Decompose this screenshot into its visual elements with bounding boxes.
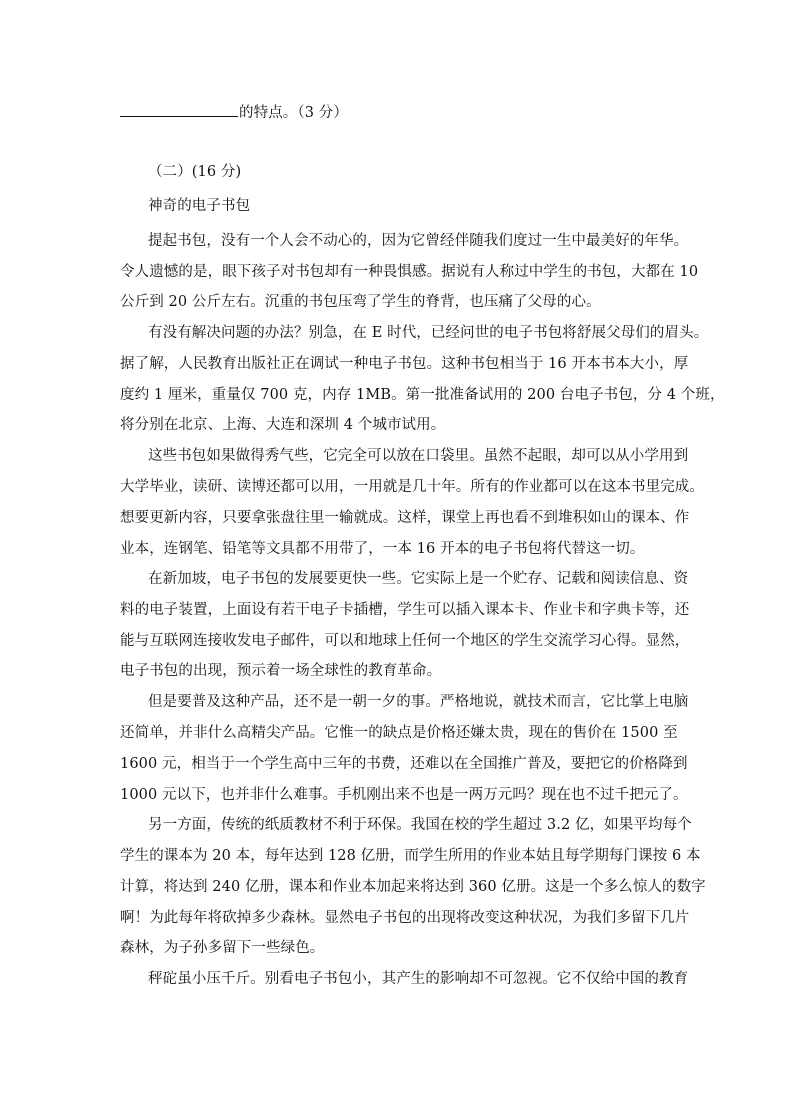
paragraph-line: 这些书包如果做得秀气些，它完全可以放在口袋里。虽然不起眼，却可以从小学用到	[148, 448, 689, 464]
article-title: 神奇的电子书包	[148, 198, 251, 214]
paragraph-line: 令人遗憾的是，眼下孩子对书包却有一种畏惧感。据说有人称过中学生的书包，大都在 10	[120, 264, 699, 280]
paragraph-line: 度约 1 厘米，重量仅 700 克，内存 1MB。第一批准备试用的 200 台电子书包，分 4 个班，	[120, 387, 725, 403]
paragraph-line: 1000 元以下，也并非什么难事。手机刚出来不也是一两万元吗？现在也不过千把元了。	[120, 787, 688, 803]
paragraph-line: 1600 元，相当于一个学生高中三年的书费，还难以在全国推广普及，要把它的价格降到	[120, 756, 688, 772]
paragraph-line: 业本，连钢笔、铅笔等文具都不用带了，一本 16 开本的电子书包将代替这一切。	[120, 541, 645, 557]
answer-fragment	[120, 102, 680, 123]
paragraph-line: 学生的课本为 20 本，每年达到 128 亿册，而学生所用的作业本姑且每学期每门课按 6 本	[120, 848, 701, 864]
paragraph-line: 森林，为子孙多留下一些绿色。	[120, 940, 325, 956]
paragraph-line: 还简单，并非什么高精尖产品。它惟一的缺点是价格还嫌太贵，现在的售价在 1500 至	[120, 725, 678, 741]
paragraph-line: 料的电子装置，上面设有若干电子卡插槽，学生可以插入课本卡、作业卡和字典卡等，还	[120, 602, 690, 618]
paragraph-line: 但是要普及这种产品，还不是一朝一夕的事。严格地说，就技术而言，它比掌上电脑	[148, 694, 689, 710]
paragraph-line: 大学毕业，读研、读博还都可以用，一用就是几十年。所有的作业都可以在这本书里完成。	[120, 479, 704, 495]
paragraph-line: 在新加坡，电子书包的发展要更快一些。它实际上是一个贮存、记载和阅读信息、资	[148, 571, 689, 587]
paragraph-line: 计算，将达到 240 亿册，课本和作业本加起来将达到 360 亿册。这是一个多么惊人的数字	[120, 879, 706, 895]
section-heading: （二）(16 分)	[148, 164, 242, 180]
answer-blank[interactable]	[120, 102, 238, 117]
paragraph-line: 据了解，人民教育出版社正在调试一种电子书包。这种书包相当于 16 开本书本大小，厚	[120, 356, 689, 372]
paragraph-line: 想要更新内容，只要拿张盘往里一输就成。这样，课堂上再也看不到堆积如山的课本、作	[120, 510, 690, 526]
paragraph-line: 有没有解决问题的办法？别急，在 E 时代，已经问世的电子书包将舒展父母们的眉头。	[148, 325, 709, 341]
paragraph-line: 秤砣虽小压千斤。别看电子书包小，其产生的影响却不可忽视。它不仅给中国的教育	[148, 971, 689, 987]
paragraph-line: 能与互联网连接收发电子邮件，可以和地球上任何一个地区的学生交流学习心得。显然，	[120, 633, 690, 649]
paragraph-line: 另一方面，传统的纸质教材不利于环保。我国在校的学生超过 3.2 亿，如果平均每个	[148, 817, 692, 833]
paragraph-line: 啊！为此每年将砍掉多少森林。显然电子书包的出现将改变这种状况，为我们多留下几片	[120, 910, 690, 926]
paragraph-line: 电子书包的出现，预示着一场全球性的教育革命。	[120, 663, 442, 679]
paragraph-line: 公斤到 20 公斤左右。沉重的书包压弯了学生的脊背，也压痛了父母的心。	[120, 294, 601, 310]
paragraph-line: 提起书包，没有一个人会不动心的，因为它曾经伴随我们度过一生中最美好的年华。	[148, 233, 689, 249]
answer-fragment-text: 的特点。（3 分）	[239, 105, 348, 121]
paragraph-line: 将分别在北京、上海、大连和深圳 4 个城市试用。	[120, 417, 446, 433]
